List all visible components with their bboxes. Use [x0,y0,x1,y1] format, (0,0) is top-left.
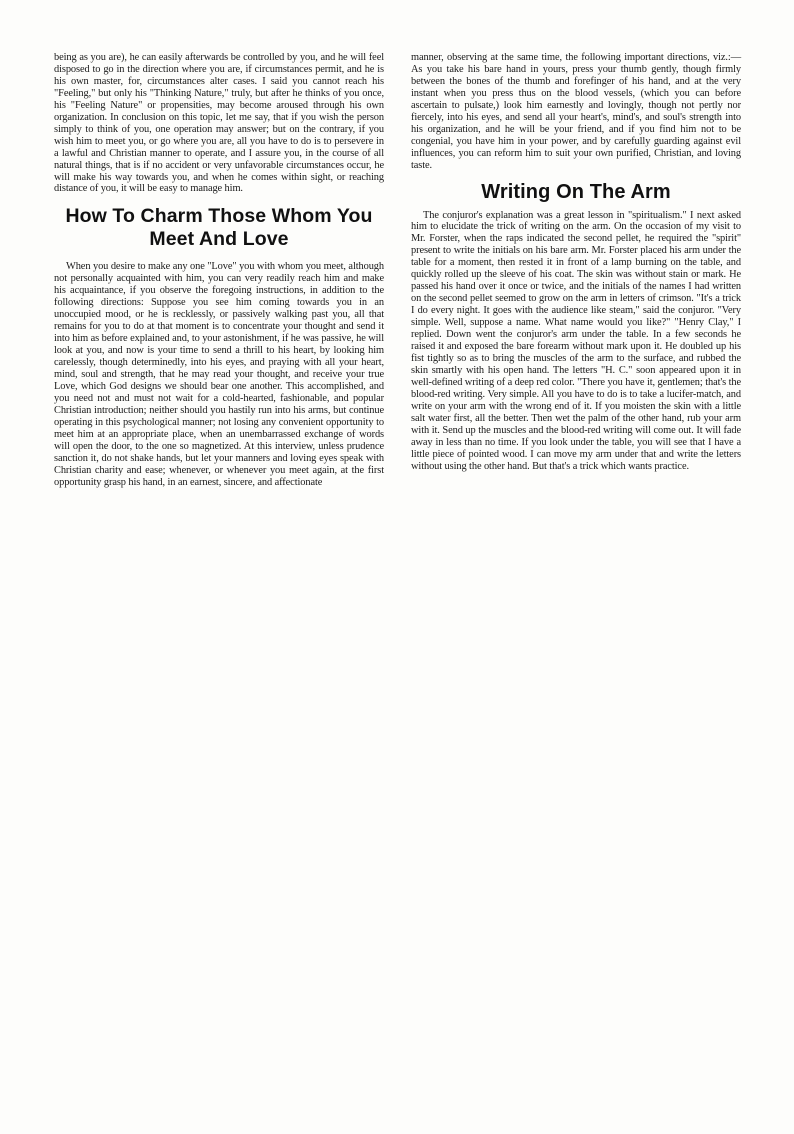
body-paragraph: The conjuror's explanation was a great lesson in "spiritualism." I next asked him to elucidate the trick of writing on the arm. On the occasion of my visit to Mr. Forster, when the raps indicated the second pellet, he required the "spirit" present to write the initials on his bare arm. Mr. Forster placed his arm under the table for a moment, then rested it in front of a lamp burning on the table, and quickly rolled up the sleeve of his coat. The skin was without stain or mark. He passed his hand over it once or twice, and the initials of the names I had written on the second pellet seemed to grow on the arm in letters of crimson. "It's a trick I do every night. It goes with the audience like steam," said the conjuror. "Very simple. Well, suppose a name. What name would you like?" "Henry Clay," I replied. Down went the conjuror's arm under the table. In a few seconds he raised it and exposed the bare forearm without mark upon it. He doubled up his fist tightly so as to bring the muscles of the arm to the surface, and rubbed the skin smartly with his open hand. The letters "H. C." soon appeared upon it in well-defined writing of a deep red color. "There you have it, gentlemen; that's the blood-red writing. Very simple. All you have to do is to take a lucifer-match, and write on your arm with the wrong end of it. If you moisten the skin with a little salt water first, all the better. Then wet the palm of the other hand, rub your arm with it. Send up the muscles and the blood-red writing will come out. It will fade away in less than no time. If you look under the table, you will see that I have a little piece of pointed wood. I can move my arm under that and write the letters without using the other hand. But that's a trick which wants practice. [411,209,741,472]
body-paragraph: When you desire to make any one "Love" you with whom you meet, although not personally acquainted with him, you can very readily reach him and make his acquaintance, if you observe the foregoing instructions, in addition to the following directions: Suppose you see him coming towards you in an unoccupied mood, or he is recklessly, or passively walking past you, all that remains for you to do at that moment is to concentrate your thought and send it into him as before explained and, to your astonishment, if he was passive, he will look at you, and now is your time to send a thrill to his heart, by looking him carelessly, though determinedly, into his eyes, and praying with all your heart, mind, soul and strength, that he may read your thought, and receive your true Love, which God designs we should bear one another. This accomplished, and you need not and must not wait for a cold-hearted, fashionable, and popular Christian introduction; neither should you hastily run into his arms, but continue operating in this psychological manner; not losing any convenient opportunity to meet him at an appropriate place, when an unembarrassed exchange of words will open the door, to the one so magnetized. At this interview, unless prudence sanction it, do not shake hands, but let your manners and loving eyes speak with Christian charity and ease; whenever, or whenever you meet again, at the first opportunity grasp his hand, in an earnest, sincere, and affectionate [54,261,384,488]
body-paragraph: manner, observing at the same time, the following important directions, viz.:—As you take his bare hand in yours, press your thumb gently, though firmly between the bones of the thumb and forefinger of his hand, and at the very instant when you press thus on the blood vessels, (which you can before ascertain to pulsate,) look him earnestly and lovingly, though not pertly nor fiercely, into his eyes, and send all your heart's, mind's, and soul's strength into his organization, and he will be your friend, and if you find him not to be congenial, you have him in your power, and by carefully guarding against evil influences, you can reform him to suit your own purified, Christian, and loving taste. [411,52,741,171]
section-heading: How To Charm Those Whom You Meet And Love [65,205,373,251]
section-heading: Writing On The Arm [481,180,671,203]
left-column [54,52,384,489]
right-column [411,52,741,473]
body-paragraph: being as you are), he can easily afterwards be controlled by you, and he will feel disposed to go in the direction where you are, if circumstances permit, and he is his own master, for, circumstances alter cases. I said you cannot reach his "Feeling," but only his "Thinking Nature," truly, but after he thinks of you once, his "Feeling Nature" or propensities, may become aroused through his own organization. In conclusion on this topic, let me say, that if you wish the person simply to think of you, one operation may answer; but on the contrary, if you wish him to meet you, or go where you are, all you have to do is to persevere in a lawful and Christian manner to operate, and I assure you, in the course of all natural things, that is if no accident or very unfavorable circumstances occur, he will make his way towards you, and when he comes within sight, or reaching distance of you, it will be easy to manage him. [54,52,384,195]
